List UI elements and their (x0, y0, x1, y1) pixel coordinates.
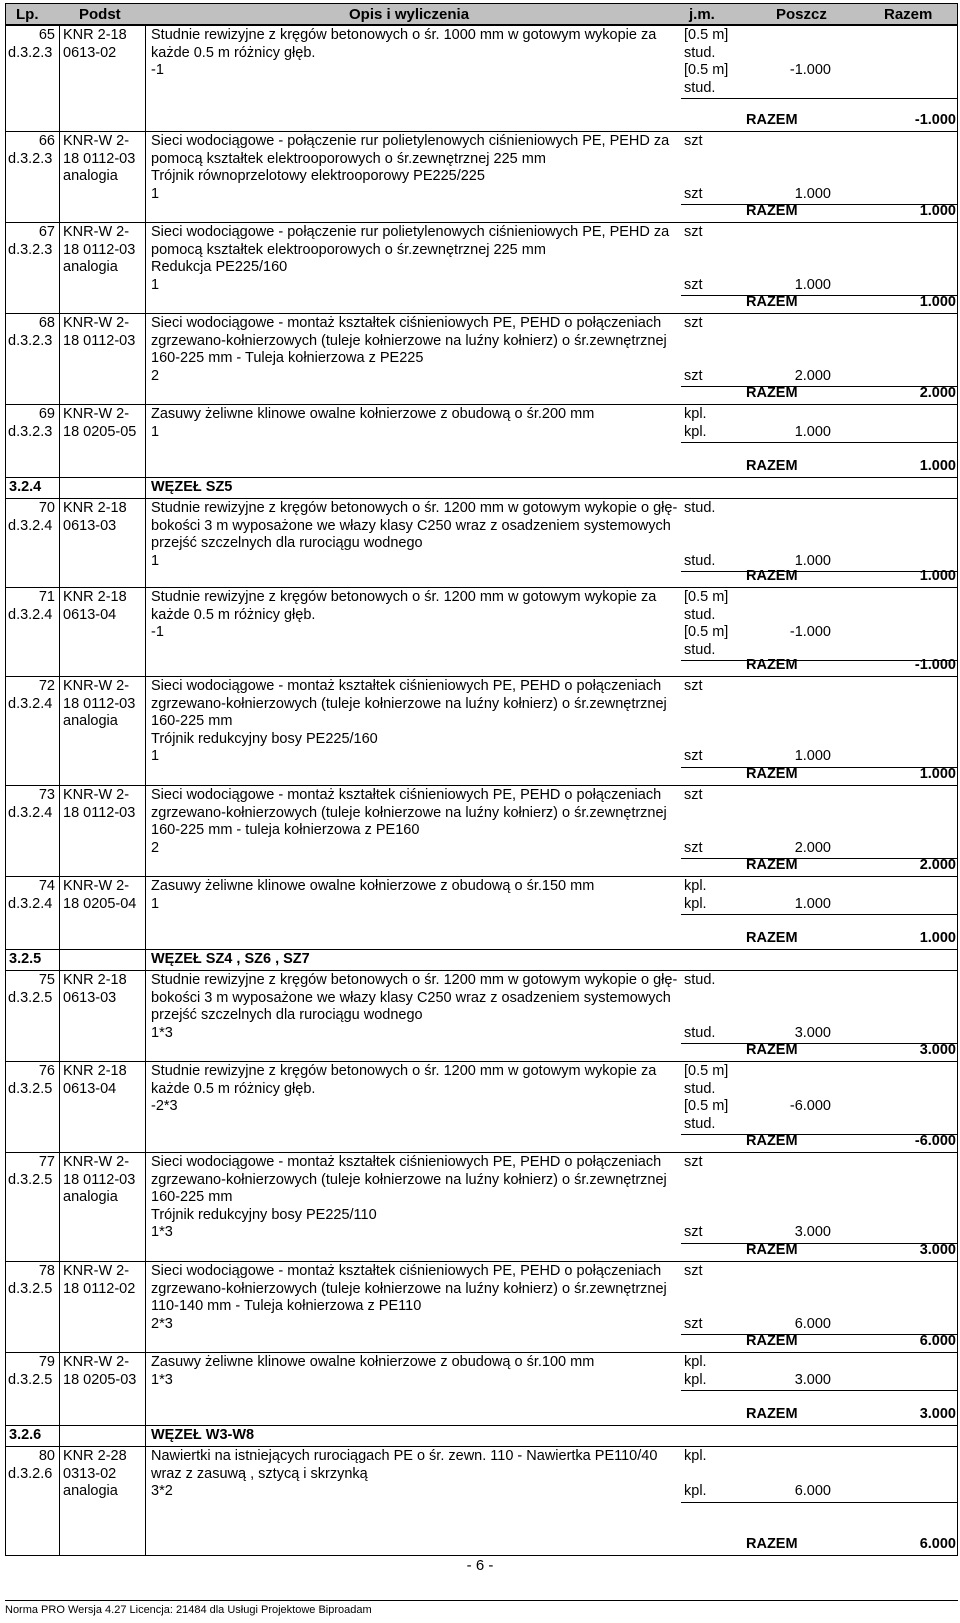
item-description-line: Sieci wodociągowe - połączenie rur polietylenowych ciśnieniowych PE, PEHD za (151, 224, 670, 240)
item-description-line: przejść szczelnych dla rurociągu wodnego (151, 1007, 423, 1023)
item-unit: szt (684, 1263, 703, 1279)
item-poszcz-value: 6.000 (794, 1483, 831, 1499)
section-heading (6, 477, 957, 498)
subtotal-rule (681, 98, 957, 99)
razem-label: RAZEM (746, 385, 798, 401)
item-unit: szt (684, 224, 703, 240)
item-description-line: Zasuwy żeliwne klinowe owalne kołnierzowe z obudową o śr.150 mm (151, 878, 595, 894)
item-podst-line: KNR-W 2- (63, 678, 130, 694)
item-code: d.3.2.4 (8, 895, 53, 912)
item-podst-line: 18 0112-03 (63, 695, 136, 712)
item-quantity-unit: stud. (684, 79, 716, 96)
item-podst-line: 18 0112-03 (63, 804, 136, 821)
item-podst-line: KNR-W 2- (63, 878, 130, 894)
item-poszcz-value: -1.000 (789, 62, 831, 78)
subtotal-rule (681, 442, 957, 443)
table-row (6, 498, 957, 587)
item-description-line: Sieci wodociągowe - montaż kształtek ciśnieniowych PE, PEHD o połączeniach (151, 1263, 662, 1279)
item-description-line: każde 0.5 m różnicy głęb. (151, 44, 316, 61)
subtotal-rule (681, 1390, 957, 1391)
item-code: d.3.2.5 (8, 1371, 53, 1388)
item-quantity-unit: kpl. (684, 895, 707, 912)
item-description-line: bokości 3 m wyposażone we włazy klasy C250 wraz z osadzeniem systemowych (151, 517, 671, 534)
item-unit: kpl. (684, 406, 707, 422)
page-number: - 6 - (466, 1557, 494, 1574)
item-description-line: Studnie rewizyjne z kręgów betonowych o śr. 1200 mm w gotowym wykopie o głę- (151, 500, 678, 516)
item-podst-line: KNR-W 2- (63, 1263, 130, 1279)
item-description-line: pomocą kształtek elektrooporowych o śr.zewnętrznej 225 mm (151, 150, 546, 167)
item-quantity-unit: stud. (684, 552, 716, 569)
item-quantity-formula: 1 (151, 552, 160, 569)
item-podst-line: 18 0205-03 (63, 1371, 137, 1388)
item-lp: 78 (38, 1263, 55, 1279)
item-podst-line: KNR-W 2- (63, 224, 130, 240)
item-poszcz-value: 1.000 (794, 423, 831, 440)
table-row (6, 785, 957, 876)
item-podst-line: KNR-W 2- (63, 406, 130, 422)
razem-label: RAZEM (746, 857, 798, 873)
item-podst-line: 18 0205-05 (63, 423, 137, 440)
section-number: 3.2.6 (9, 1427, 42, 1443)
section-title: WĘZEŁ W3-W8 (151, 1427, 255, 1443)
item-poszcz-value: -1.000 (789, 624, 831, 640)
item-unit: kpl. (684, 1354, 707, 1370)
item-unit: szt (684, 315, 703, 331)
item-quantity-formula: 1 (151, 895, 160, 912)
header-razem: Razem (884, 6, 933, 23)
item-code: d.3.2.3 (8, 332, 53, 349)
item-unit: stud. (684, 972, 716, 988)
item-quantity-formula: 3*2 (151, 1483, 173, 1499)
section-heading (6, 1425, 957, 1446)
razem-label: RAZEM (746, 112, 798, 128)
item-razem-value: 1.000 (919, 930, 956, 946)
item-description-line: 160-225 mm - tuleja kołnierzowa z PE160 (151, 822, 420, 838)
item-description-line: przejść szczelnych dla rurociągu wodnego (151, 535, 423, 551)
item-podst-line: KNR-W 2- (63, 133, 130, 149)
razem-label: RAZEM (746, 1406, 798, 1422)
item-razem-value: 2.000 (919, 385, 956, 401)
item-podst-line: KNR 2-18 (63, 1063, 127, 1079)
item-description-line: 160-225 mm - Tuleja kołnierzowa z PE225 (151, 350, 424, 366)
item-poszcz-value: 1.000 (794, 276, 831, 293)
item-poszcz-value: 2.000 (794, 367, 831, 384)
item-quantity-formula: -1 (151, 624, 164, 640)
item-description-line: pomocą kształtek elektrooporowych o śr.zewnętrznej 225 mm (151, 241, 546, 258)
item-razem-value: 1.000 (919, 294, 956, 310)
item-lp: 77 (38, 1154, 55, 1170)
item-lp: 75 (38, 972, 55, 988)
item-lp: 76 (38, 1063, 55, 1079)
razem-label: RAZEM (746, 1042, 798, 1058)
item-description-line: Sieci wodociągowe - połączenie rur polietylenowych ciśnieniowych PE, PEHD za (151, 133, 670, 149)
item-razem-value: 1.000 (919, 766, 956, 782)
item-description-line: każde 0.5 m różnicy głęb. (151, 1080, 316, 1097)
item-unit: kpl. (684, 878, 707, 894)
item-code: d.3.2.6 (8, 1465, 53, 1482)
razem-label: RAZEM (746, 294, 798, 310)
item-poszcz-value: -6.000 (789, 1098, 831, 1114)
item-razem-value: 2.000 (919, 857, 956, 873)
section-number: 3.2.5 (9, 951, 42, 967)
table-row (6, 1261, 957, 1352)
item-unit: szt (684, 787, 703, 803)
item-razem-value: 3.000 (919, 1042, 956, 1058)
item-podst-line: KNR 2-18 (63, 500, 127, 516)
item-code: d.3.2.5 (8, 1080, 53, 1097)
item-podst-line: KNR-W 2- (63, 315, 130, 331)
table-row (6, 1352, 957, 1425)
table-row (6, 404, 957, 477)
item-podst-line: 18 0112-03 (63, 150, 136, 167)
item-unit: [0.5 m] (684, 589, 729, 605)
item-code: d.3.2.3 (8, 241, 53, 258)
item-lp: 71 (38, 589, 55, 605)
item-quantity-formula: 1*3 (151, 1024, 173, 1041)
item-razem-value: 3.000 (919, 1242, 956, 1258)
item-podst-line: 18 0112-03 (63, 332, 136, 349)
item-description-line: 110-140 mm - Tuleja kołnierzowa z PE110 (151, 1298, 422, 1314)
item-unit: szt (684, 133, 703, 149)
item-quantity-unit: kpl. (684, 1483, 707, 1499)
item-razem-value: -1.000 (914, 112, 956, 128)
item-description-line: zgrzewano-kołnierzowych (tuleje kołnierzowe na luźny kołnierz) o śr.zewnętrznej (151, 332, 667, 349)
item-quantity-unit: szt (684, 839, 703, 856)
item-code: d.3.2.3 (8, 150, 53, 167)
item-podst-line: 0613-04 (63, 606, 117, 623)
item-quantity-formula: 2*3 (151, 1315, 173, 1332)
item-lp: 66 (38, 133, 55, 149)
item-quantity-unit: stud. (684, 641, 716, 658)
item-podst-line: analogia (63, 1483, 118, 1499)
item-poszcz-value: 1.000 (794, 552, 831, 569)
razem-label: RAZEM (746, 568, 798, 584)
item-code: d.3.2.5 (8, 1280, 53, 1297)
item-quantity-unit: [0.5 m] (684, 1098, 729, 1114)
item-description-line: Studnie rewizyjne z kręgów betonowych o śr. 1200 mm w gotowym wykopie o głę- (151, 972, 678, 988)
item-code: d.3.2.4 (8, 517, 53, 534)
item-description-line: Zasuwy żeliwne klinowe owalne kołnierzowe z obudową o śr.100 mm (151, 1354, 595, 1370)
item-poszcz-value: 1.000 (794, 748, 831, 764)
item-podst-line: 18 0205-04 (63, 895, 137, 912)
item-description-line: Trójnik redukcyjny bosy PE225/160 (151, 730, 378, 747)
item-code: d.3.2.5 (8, 989, 53, 1006)
item-razem-value: 1.000 (919, 203, 956, 219)
item-description-line: Studnie rewizyjne z kręgów betonowych o śr. 1200 mm w gotowym wykopie za (151, 1063, 657, 1079)
item-poszcz-value: 2.000 (794, 839, 831, 856)
item-code: d.3.2.4 (8, 804, 53, 821)
item-code: d.3.2.4 (8, 606, 53, 623)
table-body (5, 25, 958, 1556)
item-description-line: Sieci wodociągowe - montaż kształtek ciśnieniowych PE, PEHD o połączeniach (151, 678, 662, 694)
item-description-line: Zasuwy żeliwne klinowe owalne kołnierzowe z obudową o śr.200 mm (151, 406, 595, 422)
item-podst-line: 18 0112-03 (63, 241, 136, 258)
item-poszcz-value: 3.000 (794, 1224, 831, 1240)
item-code: d.3.2.3 (8, 423, 53, 440)
item-razem-value: 3.000 (919, 1406, 956, 1422)
razem-label: RAZEM (746, 766, 798, 782)
item-quantity-formula: 1 (151, 185, 160, 202)
razem-label: RAZEM (746, 657, 798, 673)
header-opis: Opis i wyliczenia (349, 6, 470, 23)
item-podst-line: analogia (63, 259, 118, 275)
item-quantity-unit: szt (684, 1315, 703, 1332)
item-unit: [0.5 m] (684, 1063, 729, 1079)
footer-license: Norma PRO Wersja 4.27 Licencja: 21484 dla Usługi Projektowe Biproadam (5, 1604, 372, 1616)
section-number: 3.2.4 (9, 479, 42, 495)
item-poszcz-value: 1.000 (794, 185, 831, 202)
item-poszcz-value: 3.000 (794, 1024, 831, 1041)
item-quantity-unit: szt (684, 276, 703, 293)
header-jm: j.m. (689, 6, 715, 23)
item-quantity-unit: szt (684, 185, 703, 202)
item-quantity-unit: szt (684, 748, 703, 764)
header-podst: Podst (79, 6, 121, 23)
item-description-line: Sieci wodociągowe - montaż kształtek ciśnieniowych PE, PEHD o połączeniach (151, 1154, 662, 1170)
item-razem-value: 1.000 (919, 568, 956, 584)
item-podst-line: 0313-02 (63, 1465, 117, 1482)
item-poszcz-value: 6.000 (794, 1315, 831, 1332)
item-unit: szt (684, 1154, 703, 1170)
item-quantity-unit: [0.5 m] (684, 624, 729, 640)
item-lp: 74 (38, 878, 55, 894)
table-row (6, 222, 957, 313)
item-description-line: zgrzewano-kołnierzowych (tuleje kołnierzowe na luźny kołnierz) o śr.zewnętrznej (151, 804, 667, 821)
item-podst-line: 18 0112-02 (63, 1280, 136, 1297)
section-title: WĘZEŁ SZ5 (151, 479, 233, 495)
item-description-line: Redukcja PE225/160 (151, 259, 288, 275)
table-row (6, 676, 957, 785)
razem-label: RAZEM (746, 930, 798, 946)
razem-label: RAZEM (746, 1133, 798, 1149)
item-lp: 80 (38, 1448, 55, 1464)
item-quantity-unit: stud. (684, 1024, 716, 1041)
item-podst-line: KNR-W 2- (63, 1354, 130, 1370)
item-quantity-formula: 2 (151, 367, 160, 384)
item-podst-line: KNR 2-18 (63, 589, 127, 605)
item-quantity-formula: -1 (151, 62, 164, 78)
item-quantity-formula: 1*3 (151, 1224, 173, 1240)
item-description-line: zgrzewano-kołnierzowych (tuleje kołnierzowe na luźny kołnierz) o śr.zewnętrznej (151, 695, 667, 712)
item-description-line: Studnie rewizyjne z kręgów betonowych o śr. 1200 mm w gotowym wykopie za (151, 589, 657, 605)
item-description-line: każde 0.5 m różnicy głęb. (151, 606, 316, 623)
item-quantity-unit: kpl. (684, 423, 707, 440)
item-lp: 70 (38, 500, 55, 516)
table-header (5, 3, 958, 25)
footer-divider (5, 1600, 958, 1601)
item-description-line: zgrzewano-kołnierzowych (tuleje kołnierzowe na luźny kołnierz) o śr.zewnętrznej (151, 1280, 667, 1297)
item-quantity-formula: -2*3 (151, 1098, 178, 1114)
item-podst-line: KNR-W 2- (63, 1154, 130, 1170)
item-description-line: 160-225 mm (151, 713, 233, 729)
razem-label: RAZEM (746, 458, 798, 474)
item-unit: szt (684, 678, 703, 694)
razem-label: RAZEM (746, 1333, 798, 1349)
item-poszcz-value: 1.000 (794, 895, 831, 912)
item-quantity-unit: szt (684, 367, 703, 384)
item-quantity-unit: kpl. (684, 1371, 707, 1388)
razem-label: RAZEM (746, 1536, 798, 1552)
item-description-line: Sieci wodociągowe - montaż kształtek ciśnieniowych PE, PEHD o połączeniach (151, 787, 662, 803)
item-description-line: Sieci wodociągowe - montaż kształtek ciśnieniowych PE, PEHD o połączeniach (151, 315, 662, 331)
item-description-line: 160-225 mm (151, 1189, 233, 1205)
item-lp: 72 (38, 678, 55, 694)
item-podst-line: 0613-04 (63, 1080, 117, 1097)
item-podst-line: 0613-03 (63, 989, 117, 1006)
item-unit: kpl. (684, 1448, 707, 1464)
item-razem-value: 6.000 (919, 1536, 956, 1552)
item-description-line: wraz z zasuwą , sztycą i skrzynką (151, 1465, 368, 1482)
table-row (6, 25, 957, 131)
item-lp: 73 (38, 787, 55, 803)
item-razem-value: 6.000 (919, 1333, 956, 1349)
table-row (6, 876, 957, 949)
item-poszcz-value: 3.000 (794, 1371, 831, 1388)
item-unit: stud. (684, 44, 716, 61)
item-lp: 69 (38, 406, 55, 422)
item-quantity-unit: stud. (684, 1115, 716, 1132)
item-description-line: bokości 3 m wyposażone we włazy klasy C250 wraz z osadzeniem systemowych (151, 989, 671, 1006)
item-podst-line: KNR 2-18 (63, 972, 127, 988)
table-row (6, 1152, 957, 1261)
table-row (6, 1061, 957, 1152)
item-quantity-formula: 1 (151, 748, 160, 764)
item-lp: 79 (38, 1354, 55, 1370)
item-description-line: Trójnik redukcyjny bosy PE225/110 (151, 1206, 377, 1223)
item-description-line: zgrzewano-kołnierzowych (tuleje kołnierzowe na luźny kołnierz) o śr.zewnętrznej (151, 1171, 667, 1188)
table-row (6, 1446, 957, 1555)
item-description-line: Studnie rewizyjne z kręgów betonowych o śr. 1000 mm w gotowym wykopie za (151, 27, 657, 43)
item-description-line: Trójnik równoprzelotowy elektrooporowy PE225/225 (151, 168, 485, 184)
item-podst-line: 18 0112-03 (63, 1171, 136, 1188)
item-podst-line: KNR-W 2- (63, 787, 130, 803)
item-unit: stud. (684, 606, 716, 623)
razem-label: RAZEM (746, 203, 798, 219)
item-razem-value: 1.000 (919, 458, 956, 474)
razem-label: RAZEM (746, 1242, 798, 1258)
item-razem-value: -6.000 (914, 1133, 956, 1149)
item-podst-line: analogia (63, 1189, 118, 1205)
item-quantity-formula: 2 (151, 839, 160, 856)
table-row (6, 587, 957, 676)
subtotal-rule (681, 914, 957, 915)
header-lp: Lp. (16, 6, 39, 23)
section-heading (6, 949, 957, 970)
table-row (6, 313, 957, 404)
item-podst-line: KNR 2-28 (63, 1448, 127, 1464)
item-podst-line: analogia (63, 168, 118, 184)
cost-estimate-sheet (5, 3, 958, 1556)
item-podst-line: KNR 2-18 (63, 27, 127, 43)
item-code: d.3.2.3 (8, 44, 53, 61)
item-description-line: Nawiertki na istniejących rurociągach PE o śr. zewn. 110 - Nawiertka PE110/40 (151, 1448, 658, 1464)
item-unit: stud. (684, 1080, 716, 1097)
section-title: WĘZEŁ SZ4 , SZ6 , SZ7 (151, 951, 310, 967)
subtotal-rule (681, 1502, 957, 1503)
item-quantity-formula: 1 (151, 423, 160, 440)
table-row (6, 970, 957, 1061)
item-code: d.3.2.4 (8, 695, 53, 712)
item-podst-line: 0613-03 (63, 517, 117, 534)
item-quantity-formula: 1 (151, 276, 160, 293)
item-lp: 68 (38, 315, 55, 331)
item-quantity-unit: [0.5 m] (684, 62, 729, 78)
item-unit: stud. (684, 500, 716, 516)
item-code: d.3.2.5 (8, 1171, 53, 1188)
item-lp: 65 (38, 27, 55, 43)
item-podst-line: analogia (63, 713, 118, 729)
header-poszcz: Poszcz (776, 6, 827, 23)
item-lp: 67 (38, 224, 55, 240)
table-row (6, 131, 957, 222)
item-razem-value: -1.000 (914, 657, 956, 673)
item-podst-line: 0613-02 (63, 44, 117, 61)
item-quantity-formula: 1*3 (151, 1371, 173, 1388)
item-quantity-unit: szt (684, 1224, 703, 1240)
item-unit: [0.5 m] (684, 27, 729, 43)
